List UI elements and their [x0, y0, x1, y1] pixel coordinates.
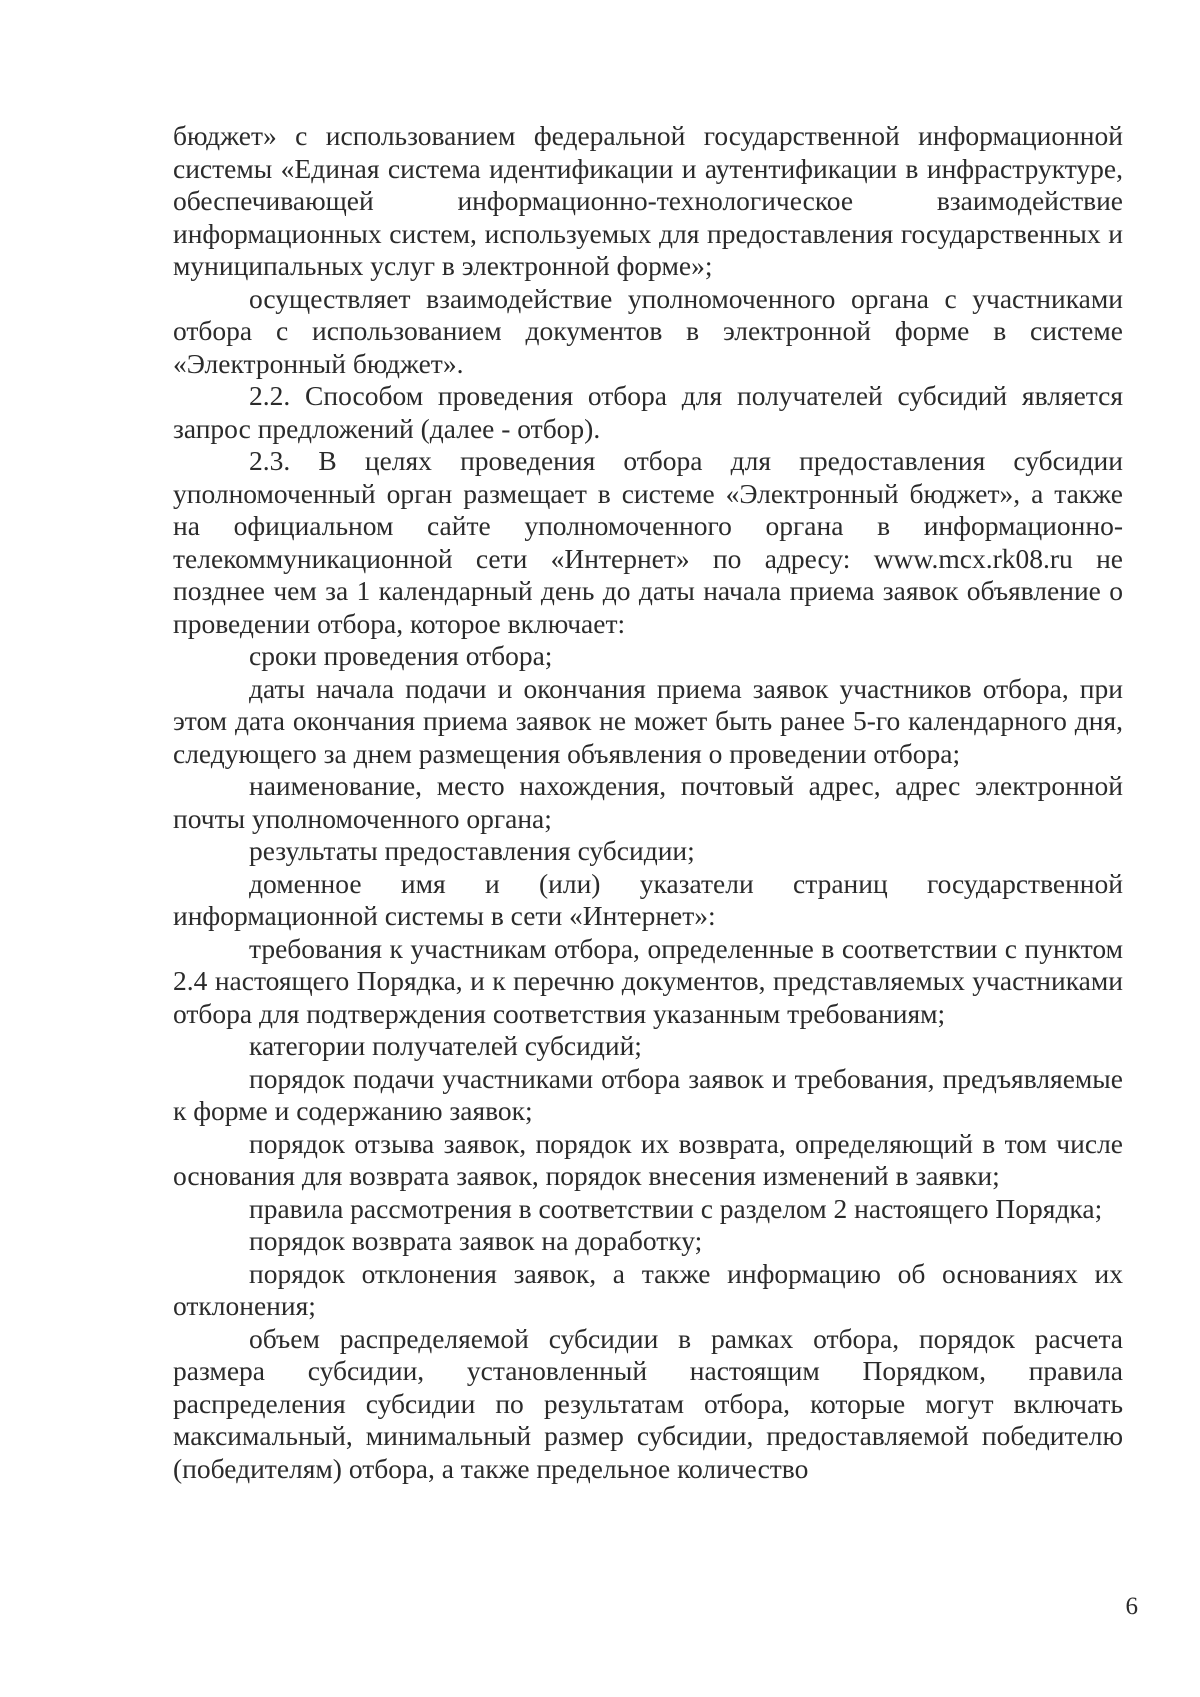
paragraph: категории получателей субсидий;: [249, 1030, 642, 1061]
paragraph: доменное имя и (или) указатели страниц государственной информационной системы в сети «Интернет»:: [173, 867, 1123, 931]
paragraph: бюджет» с использованием федеральной государственной информационной системы «Единая система идентификации и аутентификации в инфраструктуре, обеспечивающей информационно-технологическое взаимодействие информационных систем, используемых для предоставления государственных и муниципальных услуг в электронной форме»;: [173, 120, 1123, 281]
document-body: [173, 120, 1123, 1485]
paragraph: порядок подачи участниками отбора заявок и требования, предъявляемые к форме и содержанию заявок;: [173, 1062, 1123, 1126]
paragraph: 2.3. В целях проведения отбора для предоставления субсидии уполномоченный орган размещает в системе «Электронный бюджет», а также на официальном сайте уполномоченного органа в информационно-телекоммуникационной сети «Интернет» по адресу: www.mcx.rk08.ru не позднее чем за 1 календарный день до даты начала приема заявок объявление о проведении отбора, которое включает:: [173, 445, 1123, 639]
paragraph: правила рассмотрения в соответствии с разделом 2 настоящего Порядка;: [249, 1192, 1103, 1224]
paragraph: сроки проведения отбора;: [249, 640, 553, 671]
paragraph: порядок возврата заявок на доработку;: [249, 1225, 703, 1256]
paragraph: 2.2. Способом проведения отбора для получателей субсидий является запрос предложений (далее - отбор).: [173, 380, 1123, 444]
paragraph: порядок отзыва заявок, порядок их возврата, определяющий в том числе основания для возврата заявок, порядок внесения изменений в заявки;: [173, 1127, 1123, 1191]
paragraph: требования к участникам отбора, определенные в соответствии с пунктом 2.4 настоящего Порядка, и к перечню документов, представляемых участниками отбора для подтверждения соответствия указанным требованиям;: [173, 932, 1123, 1029]
page-number: 6: [1125, 1593, 1138, 1620]
paragraph: результаты предоставления субсидии;: [249, 835, 695, 866]
paragraph: даты начала подачи и окончания приема заявок участников отбора, при этом дата окончания приема заявок не может быть ранее 5-го календарного дня, следующего за днем размещения объявления о проведении отбора;: [173, 672, 1123, 769]
paragraph: порядок отклонения заявок, а также информацию об основаниях их отклонения;: [173, 1257, 1123, 1321]
paragraph: наименование, место нахождения, почтовый адрес, адрес электронной почты уполномоченного органа;: [173, 770, 1123, 834]
paragraph: объем распределяемой субсидии в рамках отбора, порядок расчета размера субсидии, установленный настоящим Порядком, правила распределения субсидии по результатам отбора, которые могут включать максимальный, минимальный размер субсидии, предоставляемой победителю (победителям) отбора, а также предельное количество: [173, 1322, 1123, 1484]
paragraph: осуществляет взаимодействие уполномоченного органа с участниками отбора с использованием документов в электронной форме в системе «Электронный бюджет».: [173, 282, 1123, 379]
